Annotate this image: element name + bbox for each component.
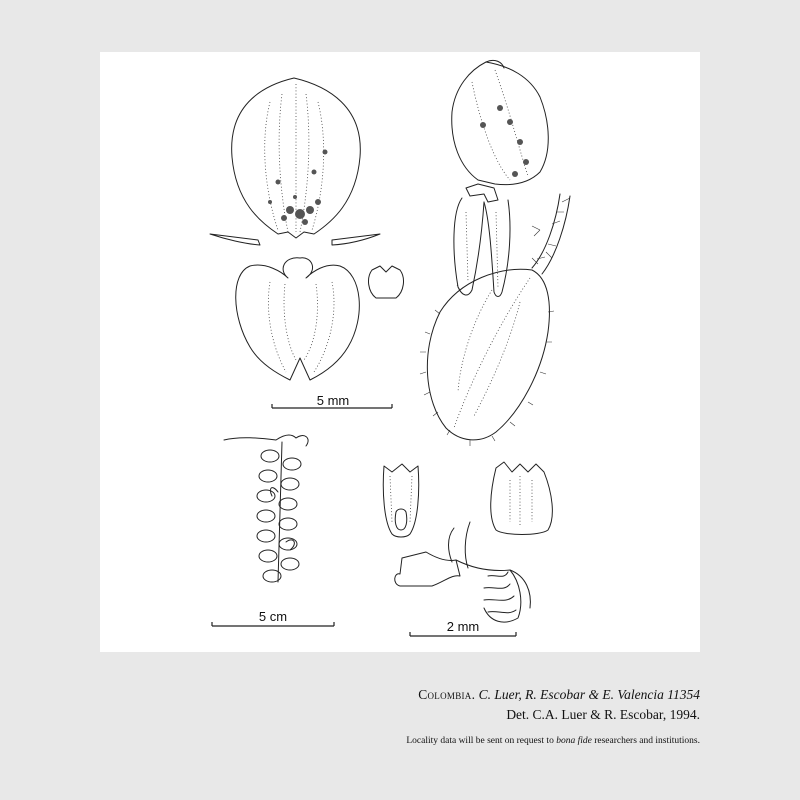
left-petal <box>210 234 260 245</box>
scale-bar-5cm <box>212 609 334 626</box>
illustration-plate <box>100 52 700 652</box>
flower-lateral-view <box>452 60 549 296</box>
synsepal <box>236 258 360 380</box>
collectors-label: C. Luer, R. Escobar & E. Valencia 11354 <box>478 687 700 702</box>
determination-caption: Det. C.A. Luer & R. Escobar, 1994. <box>506 707 700 722</box>
scale-label-2mm: 2 mm <box>446 619 480 634</box>
collection-caption <box>418 687 700 703</box>
sepal-spots <box>268 150 328 226</box>
scale-label-5mm: 5 mm <box>316 393 350 408</box>
botanical-drawing <box>100 52 700 652</box>
locality-note <box>406 736 700 746</box>
right-petal <box>332 234 380 245</box>
column-lip-lateral <box>395 522 531 622</box>
locality-label: Colombia. <box>418 687 476 702</box>
note-italic: bona fide <box>556 736 592 746</box>
leaf <box>420 269 554 446</box>
note-suffix: researchers and institutions. <box>594 736 700 746</box>
scale-label-5cm: 5 cm <box>258 609 288 624</box>
lip <box>369 266 404 298</box>
lip-flattened <box>491 462 553 535</box>
stem-fragment <box>532 194 570 274</box>
note-prefix: Locality data will be sent on request to <box>406 736 554 746</box>
column-front-view <box>383 464 418 537</box>
scale-bar-5mm <box>272 393 392 408</box>
plant-habit <box>224 435 308 582</box>
